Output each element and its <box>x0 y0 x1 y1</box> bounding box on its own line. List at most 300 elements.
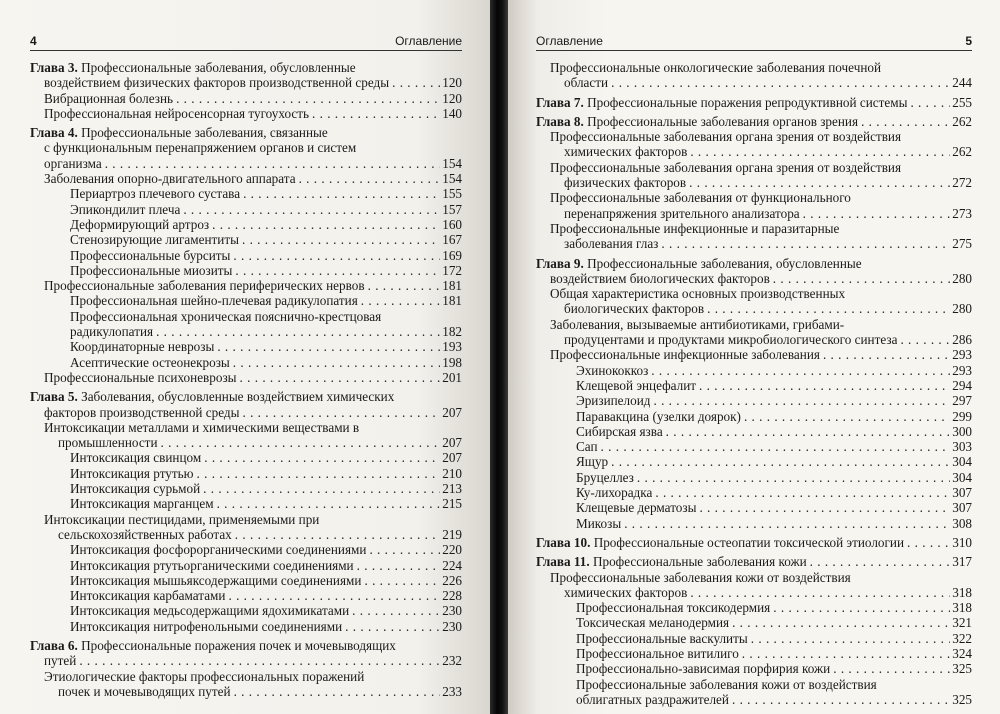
leader-dots <box>652 485 950 500</box>
toc-entry <box>536 393 972 408</box>
leader-dots <box>858 114 950 129</box>
toc-line <box>536 347 972 362</box>
entry-title: Профессиональные заболевания кожи от воздействия <box>550 569 851 585</box>
entry-title: Профессиональная нейросенсорная тугоухость <box>44 105 310 121</box>
right-page <box>508 0 1000 714</box>
toc-line <box>536 95 972 110</box>
entry-page-number: 293 <box>952 362 972 378</box>
entry-title: с функциональным перенапряжением органов и систем <box>44 140 357 156</box>
toc-entry <box>536 516 972 531</box>
entry-title: физических факторов <box>564 175 687 191</box>
entry-page-number: 262 <box>952 113 972 129</box>
toc-line <box>536 454 972 469</box>
chapter-label: Глава 3. <box>30 60 78 75</box>
entry-title: Деформирующий артроз <box>70 216 210 232</box>
entry-page-number: 317 <box>952 554 972 570</box>
leader-dots <box>650 393 950 408</box>
leader-dots <box>366 542 440 557</box>
toc-line <box>30 669 462 684</box>
toc-entry <box>536 454 972 469</box>
leader-dots <box>634 470 950 485</box>
entry-title: Эризипелоид <box>576 393 651 409</box>
toc-line <box>30 420 462 435</box>
toc-line <box>30 684 462 699</box>
leader-dots <box>180 202 440 217</box>
leader-dots <box>214 339 440 354</box>
leader-dots <box>739 646 950 661</box>
toc-entry <box>30 278 462 293</box>
toc-line <box>536 301 972 316</box>
toc-right <box>536 60 972 707</box>
toc-line <box>536 363 972 378</box>
toc-line <box>30 558 462 573</box>
entry-title: Профессиональная токсикодермия <box>576 600 771 616</box>
toc-line <box>536 661 972 676</box>
leader-dots <box>354 558 440 573</box>
entry-title: Профессиональные заболевания периферических нервов <box>44 278 365 294</box>
entry-title: Асептические остеонекрозы <box>70 354 230 370</box>
toc-line <box>30 186 462 201</box>
toc-line <box>30 140 462 155</box>
entry-title: Интоксикация медьсодержащими ядохимикатами <box>70 603 350 619</box>
entry-title: Сибирская язва <box>576 423 663 439</box>
entry-title: Профессиональные васкулиты <box>576 630 748 646</box>
toc-entry <box>536 60 972 91</box>
entry-page-number: 230 <box>442 603 462 619</box>
toc-entry <box>30 339 462 354</box>
leader-dots <box>830 661 950 676</box>
leader-dots <box>158 435 441 450</box>
entry-page-number: 325 <box>952 661 972 677</box>
leader-dots <box>729 692 950 707</box>
leader-dots <box>608 75 950 90</box>
toc-entry <box>30 263 462 278</box>
toc-entry <box>536 439 972 454</box>
toc-entry <box>536 631 972 646</box>
leader-dots <box>342 619 440 634</box>
entry-page-number: 262 <box>952 144 972 160</box>
entry-title: химических факторов <box>564 144 688 160</box>
toc-line <box>30 171 462 186</box>
toc-line <box>536 631 972 646</box>
toc-line <box>536 500 972 515</box>
leader-dots <box>230 355 440 370</box>
entry-title: Интоксикация сурьмой <box>70 481 201 497</box>
leader-dots <box>770 600 950 615</box>
entry-page-number: 226 <box>442 572 462 588</box>
entry-page-number: 155 <box>442 186 462 202</box>
toc-line <box>536 221 972 236</box>
entry-page-number: 294 <box>952 377 972 393</box>
toc-line <box>536 60 972 75</box>
toc-line <box>536 129 972 144</box>
leader-dots <box>741 409 950 424</box>
entry-page-number: 213 <box>442 481 462 497</box>
entry-page-number: 215 <box>442 496 462 512</box>
leader-dots <box>231 684 440 699</box>
toc-entry <box>536 347 972 362</box>
toc-line <box>30 653 462 668</box>
chapter-label: Глава 8. <box>536 113 584 129</box>
leader-dots <box>349 603 440 618</box>
entry-title: Этиологические факторы профессиональных поражений <box>44 668 365 684</box>
entry-title: Профессиональные заболевания, обусловленные <box>81 60 356 75</box>
entry-title: Профессиональные заболевания кожи <box>592 554 807 570</box>
entry-title: Профессиональные заболевания от функционального <box>550 190 851 206</box>
toc-entry <box>536 286 972 317</box>
toc-entry <box>30 91 462 106</box>
entry-page-number: 157 <box>442 201 462 217</box>
toc-line <box>536 236 972 251</box>
entry-title: воздействием биологических факторов <box>550 270 770 286</box>
toc-entry <box>536 661 972 676</box>
running-head-left <box>30 33 462 51</box>
toc-entry <box>536 317 972 348</box>
toc-line <box>30 603 462 618</box>
entry-title: Профессиональные миозиты <box>70 262 233 278</box>
toc-entry <box>30 293 462 308</box>
toc-line <box>30 481 462 496</box>
leader-dots <box>358 293 440 308</box>
entry-title: Профессиональные заболевания органов зрения <box>587 113 859 129</box>
entry-title: области <box>564 75 609 91</box>
toc-entry <box>30 248 462 263</box>
entry-title: Профессиональные поражения почек и мочевыводящих <box>81 637 396 653</box>
entry-page-number: 207 <box>442 404 462 420</box>
entry-page-number: 230 <box>442 618 462 634</box>
toc-entry <box>536 470 972 485</box>
entry-title: Заболевания, вызываемые антибиотиками, грибами- <box>550 316 845 332</box>
toc-line <box>30 466 462 481</box>
entry-title: Интоксикации металлами и химическими веществами в <box>44 419 360 435</box>
leader-dots <box>240 186 440 201</box>
toc-line <box>30 588 462 603</box>
entry-title: Заболевания опорно-двигательного аппарата <box>44 171 296 187</box>
entry-page-number: 275 <box>952 236 972 252</box>
entry-title: заболевания глаз <box>564 236 659 252</box>
leader-dots <box>194 466 440 481</box>
leader-dots <box>239 232 440 247</box>
toc-entry <box>30 619 462 634</box>
leader-dots <box>800 206 950 221</box>
entry-page-number: 304 <box>952 454 972 470</box>
entry-title: Периартроз плечевого сустава <box>70 186 241 202</box>
entry-page-number: 233 <box>442 683 462 699</box>
entry-page-number: 304 <box>952 469 972 485</box>
toc-line <box>30 339 462 354</box>
entry-page-number: 181 <box>442 278 462 294</box>
entry-title: Профессиональная хроническая пояснично-крестцовая <box>70 308 382 324</box>
entry-title: Интоксикация фосфорорганическими соединениями <box>70 542 367 558</box>
leader-dots <box>687 585 950 600</box>
toc-line <box>30 248 462 263</box>
entry-page-number: 120 <box>442 90 462 106</box>
entry-title: Профессиональное витилиго <box>576 645 739 661</box>
entry-title: Интоксикации пестицидами, применяемыми при <box>44 511 320 527</box>
leader-dots <box>214 496 440 511</box>
entry-page-number: 154 <box>442 171 462 187</box>
entry-page-number: 169 <box>442 247 462 263</box>
entry-page-number: 325 <box>952 691 972 707</box>
toc-line <box>536 485 972 500</box>
leader-dots <box>696 500 950 515</box>
toc-entry <box>536 485 972 500</box>
leader-dots <box>729 615 950 630</box>
entry-title: Стенозирующие лигаментиты <box>70 232 239 248</box>
entry-title: Интоксикация марганцем <box>70 496 214 512</box>
entry-page-number: 207 <box>442 435 462 451</box>
toc-entry <box>536 615 972 630</box>
leader-dots <box>748 631 950 646</box>
toc-chapter-entry <box>30 389 462 420</box>
entry-page-number: 207 <box>442 450 462 466</box>
toc-entry <box>536 129 972 160</box>
toc-line <box>30 542 462 557</box>
toc-line <box>30 389 462 404</box>
entry-title: Общая характеристика основных производственных <box>550 286 846 302</box>
leader-dots <box>598 439 950 454</box>
entry-title: Ку-лихорадка <box>576 485 653 501</box>
toc-line <box>536 677 972 692</box>
leader-dots <box>232 527 440 542</box>
entry-page-number: 220 <box>442 542 462 558</box>
leader-dots <box>76 653 440 668</box>
toc-line <box>536 144 972 159</box>
entry-page-number: 280 <box>952 270 972 286</box>
entry-title: Интоксикация карбаматами <box>70 588 226 604</box>
toc-line <box>536 160 972 175</box>
toc-line <box>536 271 972 286</box>
toc-line <box>536 439 972 454</box>
toc-line <box>536 554 972 569</box>
leader-dots <box>365 278 440 293</box>
entry-page-number: 219 <box>442 526 462 542</box>
leader-dots <box>621 516 950 531</box>
toc-left <box>30 60 462 699</box>
entry-title: Токсическая меланодермия <box>576 615 730 631</box>
page-number-right: 5 <box>965 34 972 48</box>
page-number-left: 4 <box>30 34 37 48</box>
toc-entry <box>30 106 462 121</box>
entry-page-number: 201 <box>442 369 462 385</box>
leader-dots <box>200 481 440 496</box>
toc-line <box>536 409 972 424</box>
leader-dots <box>153 324 440 339</box>
entry-title: Профессиональные онкологические заболевания почечной <box>550 60 882 75</box>
leader-dots <box>209 217 440 232</box>
toc-line <box>30 619 462 634</box>
toc-entry <box>30 603 462 618</box>
toc-chapter-entry <box>536 535 972 550</box>
left-page <box>0 0 490 714</box>
entry-title: Профессиональные заболевания кожи от воздействия <box>576 676 877 692</box>
toc-line <box>30 638 462 653</box>
entry-title: Клещевые дерматозы <box>576 500 697 516</box>
toc-line <box>536 393 972 408</box>
toc-line <box>30 263 462 278</box>
entry-title: Ящур <box>576 454 609 470</box>
entry-title: Микозы <box>576 515 622 531</box>
chapter-label: Глава 7. <box>536 94 584 110</box>
toc-line <box>536 190 972 205</box>
entry-page-number: 286 <box>952 332 972 348</box>
leader-dots <box>807 554 950 569</box>
toc-line <box>30 370 462 385</box>
leader-dots <box>232 263 440 278</box>
toc-line <box>30 512 462 527</box>
entry-title: Профессионально-зависимая порфирия кожи <box>576 661 831 677</box>
entry-page-number: 182 <box>442 324 462 340</box>
toc-line <box>536 378 972 393</box>
entry-page-number: 198 <box>442 354 462 370</box>
entry-title: Клещевой энцефалит <box>576 377 697 393</box>
toc-line <box>536 114 972 129</box>
entry-title: Профессиональные заболевания, связанные <box>81 125 328 141</box>
entry-title: промышленности <box>58 435 158 451</box>
leader-dots <box>658 236 950 251</box>
entry-title: Паравакцина (узелки доярок) <box>576 408 741 424</box>
entry-title: химических факторов <box>564 584 688 600</box>
toc-entry <box>30 217 462 232</box>
entry-title: Профессиональные поражения репродуктивной системы <box>587 94 908 110</box>
entry-title: радикулопатия <box>70 324 154 340</box>
toc-line <box>30 60 462 75</box>
toc-line <box>536 256 972 271</box>
running-title-left: Оглавление <box>395 34 462 48</box>
entry-page-number: 307 <box>952 485 972 501</box>
entry-title: Интоксикация свинцом <box>70 450 202 466</box>
toc-line <box>536 175 972 190</box>
leader-dots <box>820 347 950 362</box>
entry-page-number: 324 <box>952 645 972 661</box>
toc-line <box>30 573 462 588</box>
entry-title: Интоксикация ртутьорганическими соединениями <box>70 557 354 573</box>
entry-title: путей <box>44 653 77 669</box>
leader-dots <box>687 144 950 159</box>
leader-dots <box>704 301 950 316</box>
toc-entry <box>536 409 972 424</box>
toc-line <box>536 585 972 600</box>
toc-entry <box>30 186 462 201</box>
entry-title: Бруцеллез <box>576 469 634 485</box>
toc-line <box>30 527 462 542</box>
entry-title: облигатных раздражителей <box>576 691 729 707</box>
toc-line <box>30 106 462 121</box>
toc-entry <box>30 232 462 247</box>
entry-page-number: 299 <box>952 408 972 424</box>
entry-title: почек и мочевыводящих путей <box>58 683 231 699</box>
entry-page-number: 280 <box>952 301 972 317</box>
chapter-label: Глава 11. <box>536 554 590 570</box>
entry-page-number: 273 <box>952 205 972 221</box>
leader-dots <box>225 588 440 603</box>
chapter-label: Глава 4. <box>30 125 78 141</box>
entry-title: Профессиональные остеопатии токсической этиологии <box>593 534 905 550</box>
toc-chapter-entry <box>536 114 972 129</box>
entry-page-number: 322 <box>952 630 972 646</box>
entry-title: Интоксикация мышьяксодержащими соединениями <box>70 572 362 588</box>
toc-line <box>30 232 462 247</box>
entry-page-number: 293 <box>952 347 972 363</box>
toc-line <box>30 278 462 293</box>
toc-entry <box>30 450 462 465</box>
toc-entry <box>30 669 462 700</box>
toc-line <box>536 516 972 531</box>
toc-line <box>30 156 462 171</box>
leader-dots <box>608 454 950 469</box>
entry-page-number: 272 <box>952 175 972 191</box>
entry-page-number: 193 <box>442 339 462 355</box>
leader-dots <box>904 535 950 550</box>
leader-dots <box>296 171 440 186</box>
leader-dots <box>230 248 440 263</box>
toc-line <box>536 206 972 221</box>
leader-dots <box>770 271 950 286</box>
leader-dots <box>361 573 440 588</box>
leader-dots <box>239 405 440 420</box>
entry-title: Координаторные неврозы <box>70 339 215 355</box>
entry-page-number: 303 <box>952 439 972 455</box>
entry-title: продуцентами и продуктами микробиологического синтеза <box>564 332 898 348</box>
toc-entry <box>30 542 462 557</box>
entry-page-number: 210 <box>442 465 462 481</box>
toc-entry <box>30 202 462 217</box>
book-gutter <box>490 0 508 714</box>
entry-page-number: 318 <box>952 584 972 600</box>
entry-page-number: 308 <box>952 515 972 531</box>
entry-page-number: 120 <box>442 75 462 91</box>
toc-entry <box>30 512 462 543</box>
entry-title: Вибрационная болезнь <box>44 90 174 106</box>
toc-entry <box>536 600 972 615</box>
toc-entry <box>536 378 972 393</box>
toc-entry <box>536 570 972 601</box>
entry-title: Заболевания, обусловленные воздействием химических <box>81 389 395 405</box>
toc-entry <box>536 221 972 252</box>
toc-entry <box>536 677 972 708</box>
toc-line <box>30 293 462 308</box>
toc-entry <box>30 355 462 370</box>
toc-line <box>30 435 462 450</box>
toc-line <box>30 75 462 90</box>
entry-page-number: 255 <box>952 94 972 110</box>
entry-title: Профессиональные психоневрозы <box>44 369 237 385</box>
entry-page-number: 228 <box>442 588 462 604</box>
toc-line <box>30 309 462 324</box>
entry-page-number: 310 <box>952 534 972 550</box>
toc-entry <box>536 190 972 221</box>
entry-title: Эхинококкоз <box>576 362 649 378</box>
toc-line <box>536 570 972 585</box>
entry-title: Профессиональные заболевания органа зрения от воздействия <box>550 159 902 175</box>
entry-page-number: 167 <box>442 232 462 248</box>
entry-page-number: 224 <box>442 557 462 573</box>
leader-dots <box>309 106 440 121</box>
toc-line <box>30 202 462 217</box>
toc-entry <box>30 588 462 603</box>
entry-page-number: 321 <box>952 615 972 631</box>
toc-line <box>30 217 462 232</box>
chapter-label: Глава 10. <box>536 534 591 550</box>
entry-title: Сап <box>576 439 598 455</box>
entry-title: Профессиональная шейно-плечевая радикулопатия <box>70 293 358 309</box>
leader-dots <box>237 370 440 385</box>
entry-page-number: 307 <box>952 500 972 516</box>
entry-title: Интоксикация ртутью <box>70 465 194 481</box>
entry-title: Профессиональные заболевания, обусловленные <box>587 255 862 271</box>
entry-title: Профессиональные инфекционные и паразитарные <box>550 220 840 236</box>
toc-line <box>536 317 972 332</box>
